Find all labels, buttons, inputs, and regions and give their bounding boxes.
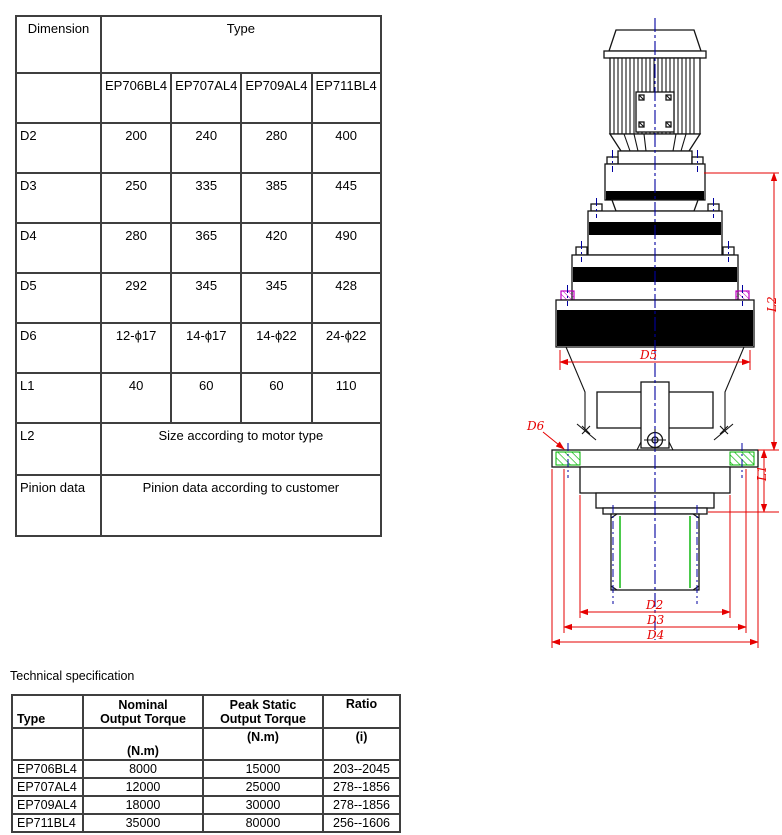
spec-nominal-cell: 8000 — [83, 760, 203, 778]
dim-value-cell: 365 — [171, 223, 241, 273]
dim-value-cell: 292 — [101, 273, 171, 323]
dim-value-cell: 428 — [312, 273, 381, 323]
table-row — [16, 475, 381, 536]
spec-ratio-cell: 278--1856 — [323, 778, 400, 796]
spec-peak-cell: 80000 — [203, 814, 323, 832]
tech-spec-title: Technical specification — [10, 669, 135, 683]
table-row — [16, 323, 381, 373]
type-name-cell: EP707AL4 — [171, 73, 241, 123]
spec-peak-cell: 25000 — [203, 778, 323, 796]
table-row — [12, 778, 400, 796]
dim-value-cell: 240 — [171, 123, 241, 173]
dimension-table — [15, 15, 382, 537]
dim-value-cell: 280 — [101, 223, 171, 273]
spec-type-cell: EP709AL4 — [12, 796, 83, 814]
table-row — [16, 73, 381, 123]
dim-value-cell: 250 — [101, 173, 171, 223]
table-row — [12, 814, 400, 832]
spec-type-cell: EP711BL4 — [12, 814, 83, 832]
spec-ratio-cell: 203--2045 — [323, 760, 400, 778]
spec-nominal-cell: 35000 — [83, 814, 203, 832]
table-row — [16, 273, 381, 323]
spec-unit-peak: (N.m) — [203, 728, 323, 760]
table-row — [16, 173, 381, 223]
dim-value-cell: 40 — [101, 373, 171, 423]
dim-label-cell: L1 — [16, 373, 101, 423]
spec-header-peak-line2: Output Torque — [220, 711, 306, 726]
dim-label-cell: Pinion data — [16, 475, 101, 536]
dim-label-cell: L2 — [16, 423, 101, 475]
dim-value-cell: 14-ϕ17 — [171, 323, 241, 373]
type-name-cell: EP706BL4 — [101, 73, 171, 123]
dim-value-cell: 60 — [241, 373, 311, 423]
dim-label-cell: D5 — [16, 273, 101, 323]
dim-value-cell: 345 — [171, 273, 241, 323]
spec-header-nominal-line2: Output Torque — [100, 711, 186, 726]
dim-label-d5: D5 — [640, 348, 658, 362]
spec-header-peak-line1: Peak Static — [229, 697, 297, 712]
spec-ratio-cell: 278--1856 — [323, 796, 400, 814]
dim-value-cell: 400 — [312, 123, 381, 173]
spec-header-nominal — [83, 695, 203, 728]
dim-value-cell: 14-ϕ22 — [241, 323, 311, 373]
dim-value-cell: 60 — [171, 373, 241, 423]
spec-type-cell: EP707AL4 — [12, 778, 83, 796]
spec-ratio-cell: 256--1606 — [323, 814, 400, 832]
gearbox-technical-drawing — [520, 0, 782, 660]
spec-nominal-cell: 12000 — [83, 778, 203, 796]
dim-span-cell: Pinion data according to customer — [101, 475, 381, 536]
dim-value-cell: 200 — [101, 123, 171, 173]
dim-label-cell: D3 — [16, 173, 101, 223]
spec-type-cell: EP706BL4 — [12, 760, 83, 778]
spec-header-nominal-line1: Nominal — [118, 697, 168, 712]
dim-span-cell: Size according to motor type — [101, 423, 381, 475]
table-row — [16, 373, 381, 423]
dim-value-cell: 445 — [312, 173, 381, 223]
dim-label-d3: D3 — [647, 613, 665, 627]
dimension-header-cell: Dimension — [16, 16, 101, 73]
dim-label-l1: L1 — [755, 465, 769, 481]
dim-label-cell: D2 — [16, 123, 101, 173]
type-name-cell: EP711BL4 — [312, 73, 381, 123]
type-name-cell: EP709AL4 — [241, 73, 311, 123]
dim-label-cell: D4 — [16, 223, 101, 273]
table-row — [12, 760, 400, 778]
spec-header-type: Type — [12, 695, 83, 728]
dim-value-cell: 280 — [241, 123, 311, 173]
dim-value-cell: 420 — [241, 223, 311, 273]
dim-value-cell: 12-ϕ17 — [101, 323, 171, 373]
type-header-cell: Type — [101, 16, 381, 73]
tech-spec-table — [11, 694, 401, 833]
spec-peak-cell: 15000 — [203, 760, 323, 778]
spec-header-ratio: Ratio — [323, 695, 400, 728]
dim-value-cell: 385 — [241, 173, 311, 223]
dim-label-d2: D2 — [646, 598, 664, 612]
dim-value-cell: 345 — [241, 273, 311, 323]
table-row — [16, 223, 381, 273]
table-row — [16, 16, 381, 73]
table-row — [12, 796, 400, 814]
empty-cell — [16, 73, 101, 123]
spec-unit-nominal: (N.m) — [83, 728, 203, 760]
dim-value-cell: 490 — [312, 223, 381, 273]
dim-value-cell: 335 — [171, 173, 241, 223]
table-row — [12, 728, 400, 760]
empty-cell — [12, 728, 83, 760]
dim-label-cell: D6 — [16, 323, 101, 373]
dim-value-cell: 110 — [312, 373, 381, 423]
spec-peak-cell: 30000 — [203, 796, 323, 814]
dim-leader-d6 — [543, 432, 564, 449]
dim-label-d4: D4 — [647, 628, 665, 642]
table-row — [16, 423, 381, 475]
dim-label-d6: D6 — [527, 419, 545, 433]
spec-nominal-cell: 18000 — [83, 796, 203, 814]
spec-unit-ratio: (i) — [323, 728, 400, 760]
dim-value-cell: 24-ϕ22 — [312, 323, 381, 373]
spec-header-peak — [203, 695, 323, 728]
dim-label-l2: L2 — [765, 296, 779, 312]
table-row — [16, 123, 381, 173]
table-row — [12, 695, 400, 728]
